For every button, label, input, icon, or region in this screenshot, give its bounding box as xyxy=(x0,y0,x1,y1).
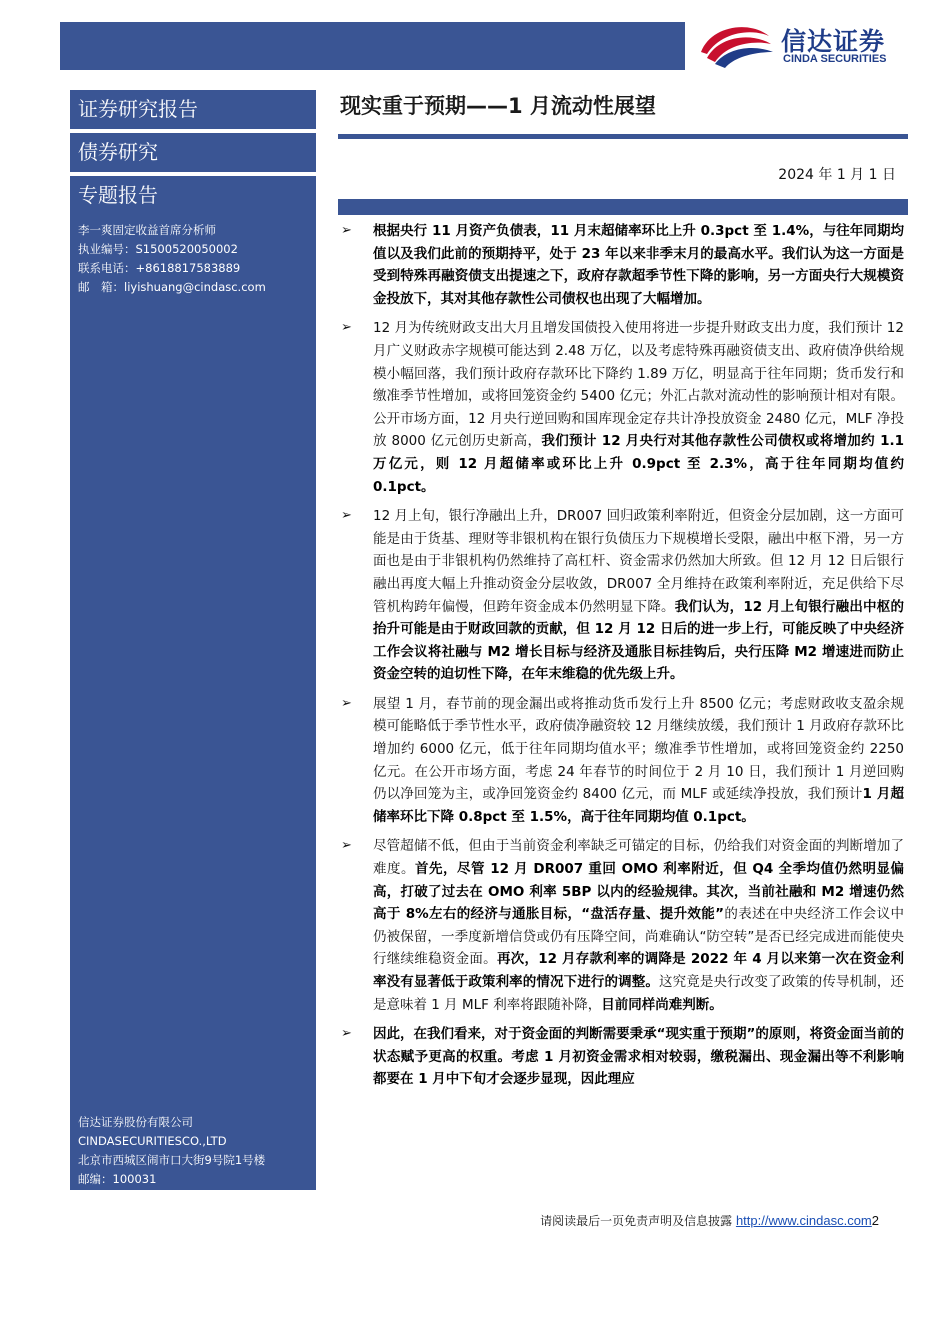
title-divider xyxy=(338,134,908,139)
logo-chinese-name: 信达证券 xyxy=(781,27,886,56)
item-text-bold: 因此，在我们看来，对于资金面的判断需要秉承“现实重于预期”的原则，将资金面当前的状态赋予更高的权重。 xyxy=(373,1026,904,1065)
analyst-email: 邮 箱：liyishuang@cindasc.com xyxy=(78,280,266,294)
cinda-logo xyxy=(697,20,932,72)
item-text-bold: 首先，尽管 12 月 DR007 重回 OMO 利率附近，但 Q4 全季均值仍然明显偏高，打破了过去在 OMO 利率 5BP 以内的经验规律。其次，当前社融和 M2 增速仍然高于 8%左右的经济与通胀目标，“盘活存量、提升效能” xyxy=(373,861,904,923)
item-text-bold: 我们认为，12 月上旬银行融出中枢的抬升可能是由于财政回款的贡献，但 12 月 12 日后的进一步上行，可能反映了中央经济工作会议将社融与 M2 增长目标与经济及通胀目标挂钩后，央行压降 M2 增速进而防止资金空转的迫切性下降，在年末维稳的优先级上升。 xyxy=(373,598,904,683)
analyst-info xyxy=(78,221,266,297)
analyst-phone: 联系电话：+8618817583889 xyxy=(78,261,241,275)
sidebar-section: 债券研究 xyxy=(70,133,316,172)
page-footer xyxy=(540,1212,879,1229)
report-title: 现实重于预期——1 月流动性展望 xyxy=(340,94,656,118)
item-text: 展望 1 月，春节前的现金漏出或将推动货币发行上升 8500 亿元；考虑财政收支盈余规模可能略低于季节性水平，政府债净融资较 12 月继续放缓，我们预计 1 月政府存款环比增加约 6000 亿元，低于往年同期均值水平；缴准季节性增加，或将回笼资金约 2250 亿元。在公开市场方面，考虑 24 年春节的时间位于 2 月 10 日，我们预计 1 月逆回购仍以净回笼为主，或净回笼资金约 8400 亿元，而 MLF 或延续净投放，我们预计 xyxy=(373,695,904,803)
bullet-arrow-icon: ➢ xyxy=(341,508,352,524)
footer-website-link[interactable]: http://www.cindasc.com xyxy=(735,1213,872,1228)
analyst-name-title: 李一爽固定收益首席分析师 xyxy=(78,223,216,237)
bullet-item xyxy=(338,317,904,498)
cinda-logo-mark-icon xyxy=(697,22,775,70)
item-text-bold: 我们预计 12 月央行对其他存款性公司债权或将增加约 1.1 万亿元，则 12 月超储率或环比上升 0.9pct 至 2.3%，高于往年同期均值约 0.1pct。 xyxy=(373,433,904,495)
bullet-arrow-icon: ➢ xyxy=(341,223,352,238)
company-address: 北京市西城区闹市口大街9号院1号楼 xyxy=(78,1153,266,1167)
company-postcode: 邮编：100031 xyxy=(78,1172,157,1186)
bullet-arrow-icon: ➢ xyxy=(341,838,352,854)
sidebar-info-panel xyxy=(70,215,316,1190)
logo-english-name: CINDA SECURITIES xyxy=(783,53,887,65)
item-text-bold: 再次，12 月存款利率的调降是 2022 年 4 月以来第一次在资金利率没有显著低于政策利率的情况下进行的调整。 xyxy=(373,951,904,990)
bullet-item xyxy=(338,693,904,829)
content-divider xyxy=(338,199,908,215)
bullet-arrow-icon: ➢ xyxy=(341,695,352,711)
header-bar xyxy=(60,22,685,70)
bullet-arrow-icon: ➢ xyxy=(341,1026,352,1042)
bullet-item xyxy=(338,1023,904,1091)
company-name-cn: 信达证券股份有限公司 xyxy=(78,1115,193,1129)
item-text-bold: 根据央行 11 月资产负债表，11 月末超储率环比上升 0.3pct 至 1.4%，与往年同期均值以及我们此前的预期持平，处于 23 年以来非季末月的最高水平。我们认为这一方面是受到特殊再融资债支出提速之下，政府存款超季节性下降的影响，另一方面央行大规模资金投放下，其对其他存款性公司债权也出现了大幅增加。 xyxy=(373,223,904,307)
company-info xyxy=(78,1113,265,1189)
company-name-en: CINDASECURITIESCO.,LTD xyxy=(78,1134,227,1148)
item-text: 12 月为传统财政支出大月且增发国债投入使用将进一步提升财政支出力度，我们预计 12 月广义财政赤字规模可能达到 2.48 万亿，以及考虑特殊再融资债支出、政府债净供给规模小幅回落，我们预计政府存款环比下降约 1.89 万亿，明显高于往年同期；货币发行和缴准季节性增加，或将回笼资金约 5400 亿元；外汇占款对流动性的影响预计相对有限。公开市场方面，12 月央行逆回购和国库现金定存共计净投放资金 2480 亿元，MLF 净投放 8000 亿元创历史新高， xyxy=(373,320,904,450)
bullet-arrow-icon: ➢ xyxy=(341,320,352,336)
item-text: 这究竟是央行改变了政策的传导机制，还是意味着 1 月 MLF 利率将跟随补降， xyxy=(373,974,905,1013)
bullet-item xyxy=(338,220,904,310)
item-text-bold: 1 月超储率环比下降 0.8pct 至 1.5%，高于往年同期均值 0.1pct。 xyxy=(373,786,904,825)
item-text: 的表述在中央经济工作会议中仍被保留，一季度新增信贷或仍有压降空间，尚难确认“防空转”是否已经完成进而能使央行继续维稳资金面。 xyxy=(373,906,904,968)
sidebar-category: 证券研究报告 xyxy=(70,90,316,129)
analyst-license: 执业编号：S1500520050002 xyxy=(78,242,238,256)
footer-disclaimer: 请阅读最后一页免责声明及信息披露 xyxy=(540,1214,733,1228)
report-date: 2024 年 1 月 1 日 xyxy=(778,167,896,183)
page-number: 2 xyxy=(871,1213,879,1228)
item-text-bold: 考虑 1 月初资金需求相对较弱，缴税漏出、现金漏出等不利影响都要在 1 月中下旬才会逐步显现，因此理应 xyxy=(373,1048,904,1088)
item-text-bold: 目前同样尚难判断。 xyxy=(601,996,723,1013)
bullet-item xyxy=(338,505,904,686)
bullet-item xyxy=(338,835,904,1016)
sidebar-report-type: 专题报告 xyxy=(70,176,316,215)
item-text: 12 月上旬，银行净融出上升，DR007 回归政策利率附近，但资金分层加剧，这一方面可能是由于货基、理财等非银机构在银行负债压力下规模增长受限，融出中枢下滑，另一方面也是由于非银机构仍然维持了高杠杆、资金需求仍然加大所致。但 12 月 12 日后银行融出再度大幅上升推动资金分层收敛，DR007 全月维持在政策利率附近，充足供给下尽管机构跨年偏慢，但跨年资金成本仍然明显下降。 xyxy=(373,508,904,615)
report-body xyxy=(338,220,904,1098)
item-text: 尽管超储不低，但由于当前资金利率缺乏可锚定的目标，仍给我们对资金面的判断增加了难度。 xyxy=(373,838,904,878)
